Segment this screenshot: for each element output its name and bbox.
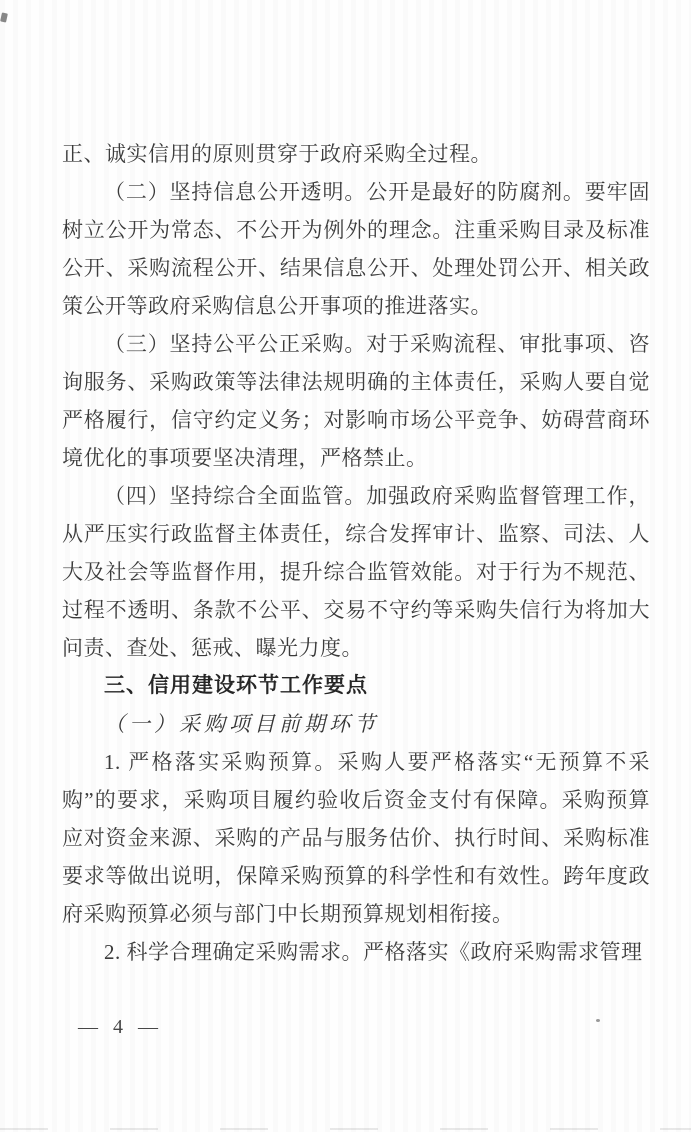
scan-speck-top-left [0, 12, 8, 22]
scan-artifact-bottom-edge [0, 1128, 691, 1130]
body-paragraph-item-4: （四）坚持综合全面监管。加强政府采购监督管理工作，从严压实行政监督主体责任，综合发挥审计、监察、司法、人大及社会等监督作用，提升综合监管效能。对于行为不规范、过程不透明、条款不公平、交易不守约等采购失信行为将加大问责、查处、惩戒、曝光力度。 [62, 484, 650, 660]
page-number: — 4 — [78, 1016, 163, 1038]
body-paragraph-point-1: 1. 严格落实采购预算。采购人要严格落实“无预算不采购”的要求，采购项目履约验收后资金支付有保障。采购预算应对资金来源、采购的产品与服务估价、执行时间、采购标准要求等做出说明，保障采购预算的科学性和有效性。跨年度政府采购预算必须与部门中长期预算规划相衔接。 [62, 750, 650, 926]
body-paragraph-item-3: （三）坚持公平公正采购。对于采购流程、审批事项、咨询服务、采购政策等法律法规明确的主体责任，采购人要自觉严格履行，信守约定义务；对影响市场公平竞争、妨碍营商环境优化的事项要坚决清理，严格禁止。 [62, 332, 650, 470]
section-heading: 三、信用建设环节工作要点 [104, 674, 368, 697]
body-paragraph-item-2: （二）坚持信息公开透明。公开是最好的防腐剂。要牢固树立公开为常态、不公开为例外的理念。注重采购目录及标准公开、采购流程公开、结果信息公开、处理处罚公开、相关政策公开等政府采购信息公开事项的推进落实。 [62, 180, 650, 318]
subsection-heading: （一）采购项目前期环节 [104, 712, 379, 736]
body-paragraph-point-2: 2. 科学合理确定采购需求。严格落实《政府采购需求管理 [104, 940, 643, 964]
document-page-content [62, 135, 650, 971]
body-paragraph-continuation: 正、诚实信用的原则贯穿于政府采购全过程。 [62, 142, 492, 166]
scan-speck-bottom-right [596, 1019, 600, 1022]
